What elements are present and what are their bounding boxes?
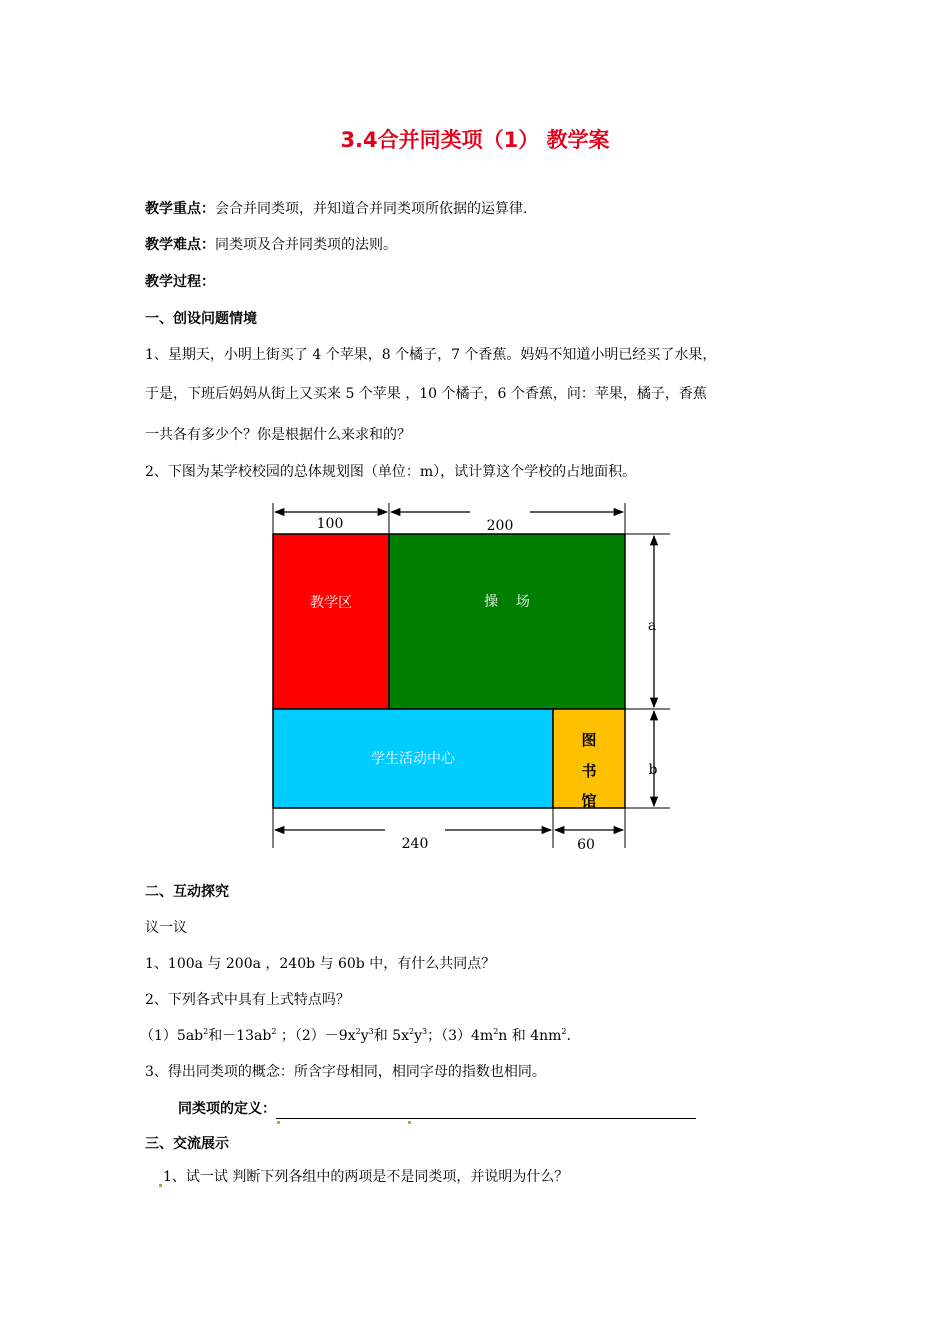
section3-heading: 三、交流展示: [145, 1136, 229, 1152]
mark-dot: [159, 1184, 162, 1187]
section3-item1: [158, 1167, 568, 1187]
question3-expressions: [140, 1026, 571, 1046]
question1: 1、100a 与 200a ，240b 与 60b 中，有什么共同点？: [145, 956, 496, 972]
dim-label-60: 60: [577, 837, 595, 853]
exponent: 2: [408, 1027, 415, 1036]
question2: 2、下列各式中具有上式特点吗？: [145, 992, 350, 1008]
exponent: 3: [422, 1027, 428, 1036]
exponent: 3: [368, 1027, 374, 1036]
section1-heading: 一、创设问题情境: [145, 311, 257, 327]
expr-part: （1）5ab: [140, 1028, 204, 1044]
region-label-teaching: 教学区: [310, 595, 352, 611]
page-title: 3.4合并同类项（1） 教学案: [340, 128, 610, 152]
dim-label-200: 200: [486, 518, 514, 534]
section3-item1-text: 1、试一试 判断下列各组中的两项是不是同类项，并说明为什么？: [163, 1169, 569, 1185]
expr-part: ；（3）4m: [427, 1028, 494, 1044]
exponent: 2: [271, 1027, 277, 1036]
problem1-line3: 一共各有多少个？你是根据什么来求和的？: [145, 427, 411, 443]
dim-label-100: 100: [316, 516, 344, 532]
expr-part: 和 5x: [373, 1028, 409, 1044]
difficulty-label: 教学难点：: [145, 237, 215, 253]
expr-part: y: [414, 1028, 422, 1044]
region-playground: [389, 534, 625, 709]
region-label-library-1: 图: [581, 731, 597, 749]
key-point-text: 会合并同类项，并知道合并同类项所依据的运算律.: [215, 201, 528, 217]
problem1-line2: 于是，下班后妈妈从街上又买来 5 个苹果 ，10 个橘子，6 个香蕉，问：苹果，橘子，香蕉: [145, 386, 707, 402]
exponent: 2: [493, 1027, 499, 1036]
key-point-label: 教学重点：: [145, 201, 215, 217]
discuss-label: 议一议: [145, 920, 187, 936]
process-label: 教学过程：: [145, 274, 215, 290]
exponent: 2: [203, 1027, 209, 1036]
mark-dot: [408, 1121, 411, 1124]
region-label-activity: 学生活动中心: [371, 751, 455, 767]
expr-part: ；（2）－9x: [276, 1028, 356, 1044]
exponent: 2: [355, 1027, 361, 1036]
dim-label-240: 240: [401, 836, 429, 852]
expr-part: y: [360, 1028, 369, 1044]
dim-label-b: b: [648, 762, 658, 778]
definition-label: 同类项的定义：: [178, 1101, 276, 1117]
expr-part: .: [566, 1028, 571, 1044]
dim-label-a: a: [647, 618, 657, 634]
mark-dot: [277, 1121, 280, 1124]
region-teaching-area: [273, 534, 389, 709]
expr-part: n 和 4nm: [498, 1028, 562, 1044]
section2-heading: 二、互动探究: [145, 884, 229, 900]
problem1-line1: 1、星期天，小明上街买了 4 个苹果，8 个橘子，7 个香蕉。妈妈不知道小明已经买了水果，: [145, 347, 717, 363]
region-label-playground: 操 场: [484, 594, 530, 610]
problem2-text: 2、下图为某学校校园的总体规划图（单位：m），试计算这个学校的占地面积。: [145, 464, 637, 480]
region-label-library-2: 书: [581, 762, 597, 780]
exponent: 2: [561, 1027, 567, 1036]
expr-part: 和－13ab: [208, 1028, 272, 1044]
difficulty-text: 同类项及合并同类项的法则。: [215, 237, 397, 253]
definition-blank[interactable]: [276, 1104, 696, 1119]
region-label-library-3: 馆: [581, 792, 597, 810]
concept-statement: 3、得出同类项的概念：所含字母相同，相同字母的指数也相同。: [145, 1064, 546, 1080]
definition-line: [178, 1099, 696, 1119]
